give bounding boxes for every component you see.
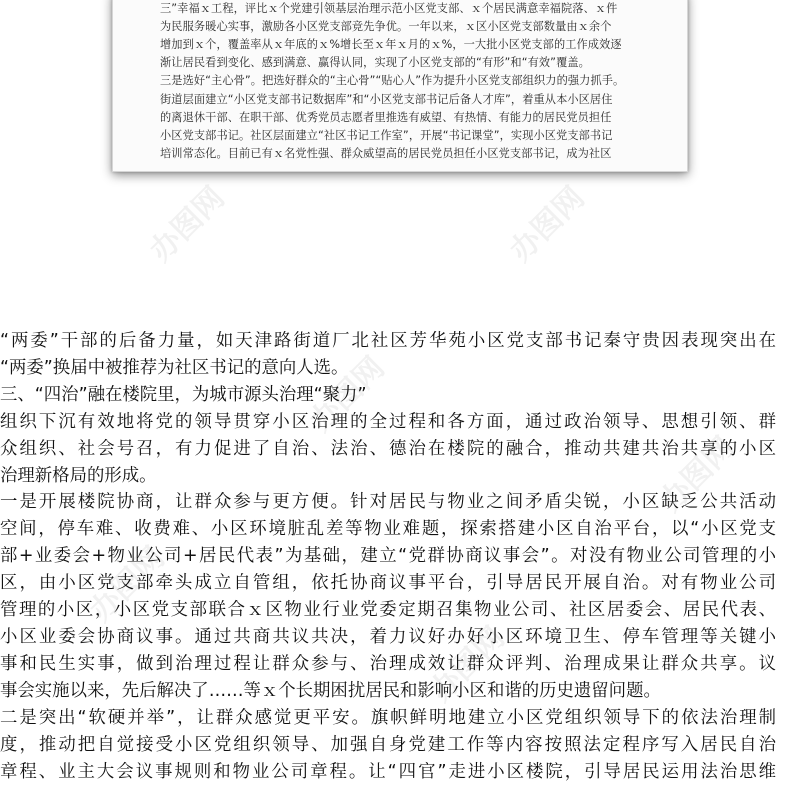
preview-line: 三是选好“主心骨”。把选好群众的“主心骨”“贴心人”作为提升小区党支部组织力的强力抓手。 [160,74,625,88]
body-line: 章程、业主大会议事规则和物业公司章程。让“四官”走进小区楼院，引导居民运用法治思维 [0,761,776,782]
preview-line: 为民服务暖心实事，激励各小区党支部竞先争优。一年以来，ｘ区小区党支部数量由ｘ余个 [160,20,612,34]
body-line: 空间，停车难、收费难、小区环境脏乱差等物业难题，探索搭建小区自治平台，以“小区党支 [0,519,776,540]
watermark: 办图网 [303,350,392,439]
preview-line: 渐让居民看到变化、感到满意、赢得认同，实现了小区党支部的“有形”和“有效”覆盖。 [160,56,590,70]
preview-line: 三”幸福ｘ工程，评比ｘ个党建引领基层治理示范小区党支部、ｘ个居民满意幸福院落、ｘ件 [160,2,618,16]
preview-line: 小区党支部书记。社区层面建立“社区书记工作室”，开展“书记课堂”，实现小区党支部书记 [160,128,613,142]
body-line: 二是突出“软硬并举”，让群众感觉更平安。旗帜鲜明地建立小区党组织领导下的依法治理制 [0,707,776,728]
preview-text-block [160,0,642,163]
body-line: 众组织、社会号召，有力促进了自治、法治、德治在楼院的融合，推动共建共治共享的小区 [0,438,776,459]
preview-line: 的离退休干部、在职干部、优秀党员志愿者里推选有威望、有热情、有能力的居民党员担任 [160,110,612,124]
section-heading: 三、“四治”融在楼院里，为城市源头治理“聚力” [0,384,367,405]
body-line: 事和民生实事，做到治理过程让群众参与、治理成效让群众评判、治理成果让群众共享。议 [0,653,776,674]
body-line: 管理的小区，小区党支部联合ｘ区物业行业党委定期召集物业公司、社区居委会、居民代表、 [0,600,776,621]
body-line: 事会实施以来，先后解决了……等ｘ个长期困扰居民和影响小区和谐的历史遗留问题。 [0,680,661,701]
body-line: “两委”干部的后备力量，如天津路街道厂北社区芳华苑小区党支部书记秦守贵因表现突出在 [0,331,776,351]
preview-line: 增加到ｘ个，覆盖率从ｘ年底的ｘ%增长至ｘ年ｘ月的ｘ%，一大批小区党支部的工作成效逐 [160,38,622,52]
body-line: “两委”换届中被推荐为社区书记的意向人选。 [0,357,349,378]
watermark: 办图网 [143,180,232,269]
body-line: 度，推动把自觉接受小区党组织领导、加强自身党建工作等内容按照法定程序写入居民自治 [0,734,776,755]
body-line: 治理新格局的形成。 [0,465,157,486]
preview-line: 街道层面建立“小区党支部书记数据库”和“小区党支部书记后备人才库”，着重从本小区居住 [160,92,613,106]
document-preview-card [112,0,688,172]
document-body [0,328,800,785]
watermark: 办图网 [503,180,592,269]
preview-line: 培训常态化。目前已有ｘ名党性强、群众威望高的居民党员担任小区党支部书记，成为社区 [160,146,612,160]
body-line: 小区业委会协商议事。通过共商共议共决，着力议好办好小区环境卫生、停车管理等关键小 [0,626,776,647]
watermark: 办图网 [653,430,742,519]
body-line: 区，由小区党支部牵头成立自管组，依托协商议事平台，引导居民开展自治。对有物业公司 [0,573,776,594]
body-line: 一是开展楼院协商，让群众参与更方便。针对居民与物业之间矛盾尖锐，小区缺乏公共活动 [0,492,776,513]
watermark: 办图网 [83,540,172,629]
body-line: 部+业委会+物业公司+居民代表”为基础，建立“党群协商议事会”。对没有物业公司管理的小 [0,546,776,567]
body-line: 组织下沉有效地将党的领导贯穿小区治理的全过程和各方面，通过政治领导、思想引领、群 [0,411,776,432]
watermark: 办图网 [423,620,512,709]
